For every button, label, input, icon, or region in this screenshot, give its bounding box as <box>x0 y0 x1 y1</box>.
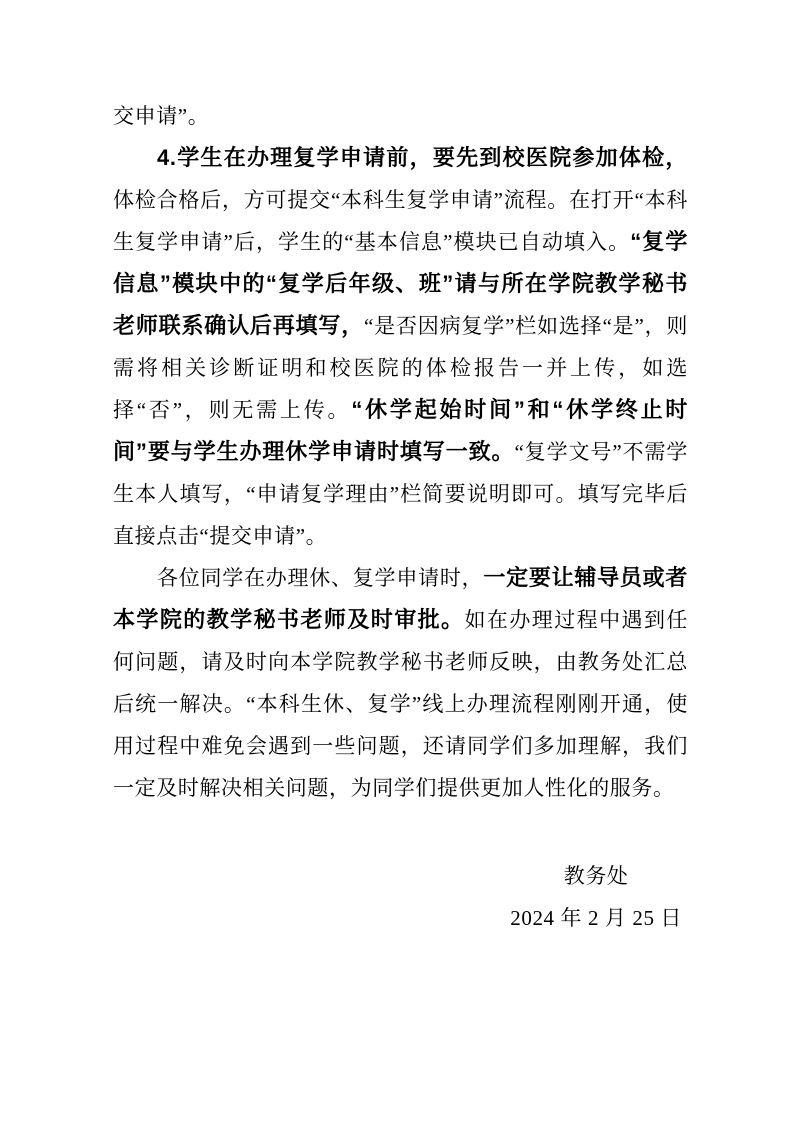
signature-block <box>510 855 682 939</box>
text-run-bold: “休学起始时间”和“休学终止时间”要与学生办理休学申请时填写一致。 <box>113 397 688 464</box>
text-run: 如在办理过程中遇到任何问题，请及时向本学院教学秘书老师反映，由教务处汇总后统一解决。“本科生休、复学”线上办理流程刚刚开通，使用过程中难免会遇到一些问题，还请同学们多加理解，我们一定及时解决相关问题，为同学们提供更加人性化的服务。 <box>113 608 688 800</box>
text-run: “复学文号”不需学生本人填写，“申请复学理由”栏简要说明即可。填写完毕后直接点击“提交申请”。 <box>113 440 688 548</box>
text-run: “是否因病复学”栏如选择“是”，则需将相关诊断证明和校医院的体检报告一并上传，如选择“否”，则无需上传。 <box>113 314 688 422</box>
signature-department: 教务处 <box>563 864 629 888</box>
text-run-bold: 一定要让辅导员或者本学院的教学秘书老师及时审批。 <box>113 565 688 632</box>
paragraph-item-4 <box>113 137 688 557</box>
text-run: 交申请”。 <box>113 104 210 128</box>
signature-date: 2024 年 2 月 25 日 <box>510 906 682 930</box>
paragraph-continuation <box>113 95 688 137</box>
text-run-bold: 4.学生在办理复学申请前，要先到校医院参加体检， <box>157 145 688 170</box>
text-run: 体检合格后，方可提交“本科生复学申请”流程。在打开“本科生复学申请”后，学生的“基本信息”模块已自动填入。 <box>113 188 688 254</box>
text-run: 各位同学在办理休、复学申请时， <box>157 566 484 590</box>
paragraph-closing <box>113 557 688 809</box>
text-run-bold: “复学信息”模块中的“复学后年级、班”请与所在学院教学秘书老师联系确认后再填写， <box>113 229 688 338</box>
